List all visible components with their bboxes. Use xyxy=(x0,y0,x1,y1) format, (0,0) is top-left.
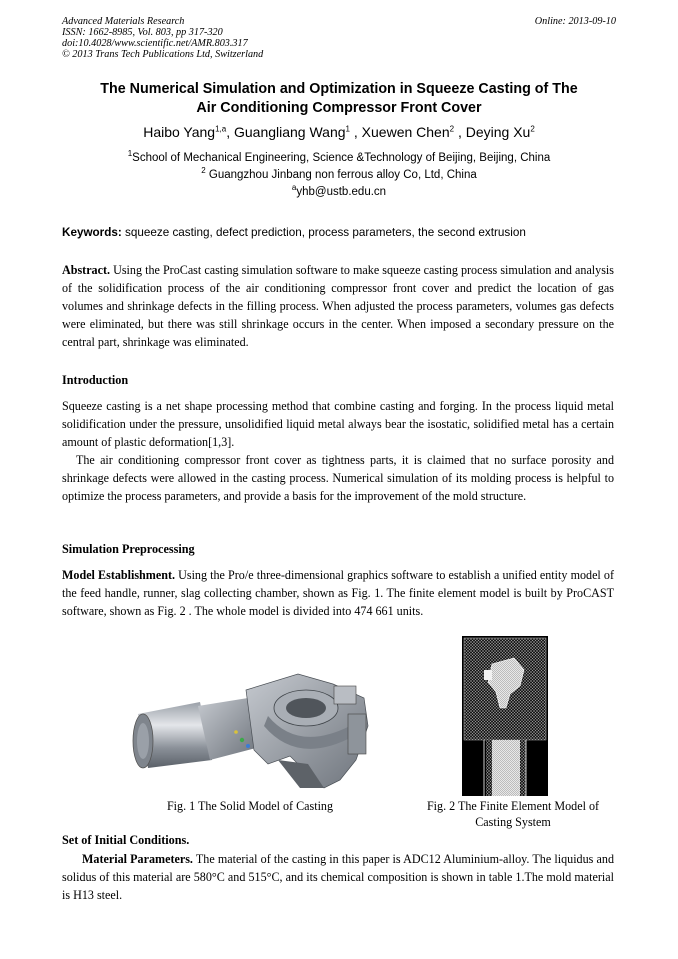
author-name: Haibo Yang xyxy=(143,124,216,140)
author-email: $^a$yhb@ustb.edu.cn xyxy=(291,183,387,198)
author-affil-sup: 1,a xyxy=(215,124,227,134)
copyright: © 2013 Trans Tech Publications Ltd, Switzerland xyxy=(62,49,264,60)
fig2-finite-element-mesh-image xyxy=(462,636,548,796)
journal-header xyxy=(62,16,362,60)
doi: doi:10.4028/www.scientific.net/AMR.803.317 xyxy=(62,38,248,49)
model-establishment xyxy=(62,566,614,620)
abstract-text: Using the ProCast casting simulation software to make squeeze casting process simulation and analysis of the solidification process of the air conditioning compressor front cover and predict the location of gas volumes and shrinkage defects in the filling process. When adjusted the process parameters, volumes gas defects were eliminated, but there was still shrinkage occurs in the center. When imposed a secondary pressure on the central part, shrinkage was eliminated. xyxy=(62,263,614,349)
affiliation-1: $^1$School of Mechanical Engineering, Science &Technology of Beijing, Beijing, China xyxy=(127,149,551,164)
keywords-text: squeeze casting, defect prediction, process parameters, the second extrusion xyxy=(121,226,526,239)
author-name: Deying Xu xyxy=(465,124,531,140)
fig2-caption: Fig. 2 The Finite Element Model of Casting System xyxy=(426,799,600,829)
intro-paragraph-1: Squeeze casting is a net shape processing method that combine casting and forging. In the process liquid metal solidification under the pressure, unsolidified liquid metal always bear the isostatic, solidified metal has a certain amount of plastic deformation[1,3]. xyxy=(62,399,614,449)
abstract-label: Abstract. xyxy=(62,263,111,277)
email-sup: a xyxy=(291,183,297,193)
material-parameters xyxy=(62,850,614,904)
introduction-body xyxy=(62,397,614,505)
author-affil-sup: 2 xyxy=(530,124,535,134)
section-heading-introduction: Introduction xyxy=(62,373,129,387)
journal-name: Advanced Materials Research xyxy=(62,16,185,27)
author-separator: , xyxy=(350,124,362,140)
online-date: Online: 2013-09-10 xyxy=(534,16,616,27)
author-separator: , xyxy=(226,124,234,140)
paper-title xyxy=(62,80,616,118)
keywords xyxy=(62,226,616,239)
author-separator: , xyxy=(454,124,466,140)
model-text: Using the Pro/e three-dimensional graphics software to establish a unified entity model of the feed handle, runner, slag collecting chamber, shown as Fig. 1. The finite element model is built by ProCAST software, shown as Fig. 2 . The whole model is divided into 474 661 units. xyxy=(62,568,614,618)
fig1-caption: Fig. 1 The Solid Model of Casting xyxy=(166,799,334,813)
affiliation-2-sup: 2 xyxy=(201,166,206,176)
section-heading-initial-conditions: Set of Initial Conditions. xyxy=(62,833,190,847)
affiliation-2: $^2$ Guangzhou Jinbang non ferrous alloy Co, Ltd, China xyxy=(201,166,477,181)
abstract xyxy=(62,261,614,351)
author-name: Xuewen Chen xyxy=(361,124,450,140)
affiliation-1-sup: 1 xyxy=(127,149,133,159)
material-label: Material Parameters. xyxy=(82,852,193,866)
intro-paragraph-2: The air conditioning compressor front cover as tightness parts, it is claimed that no surface porosity and shrinkage defects were allowed in the casting process. Numerical simulation of its molding process is helpful to optimize the process parameters, and provide a basis for the improvement of the mold structure. xyxy=(62,453,614,503)
title-line-2: Air Conditioning Compressor Front Cover xyxy=(196,100,482,116)
title-line-1: The Numerical Simulation and Optimization in Squeeze Casting of The xyxy=(100,81,578,97)
material-text: The material of the casting in this paper is ADC12 Aluminium-alloy. The liquidus and solidus of this material are 580°C and 515°C, and its chemical composition is shown in table 1.The mold material is H13 steel. xyxy=(62,852,614,902)
fig1-solid-model-image xyxy=(128,668,378,794)
author-affil-sup: 1 xyxy=(345,124,350,134)
author-name: Guangliang Wang xyxy=(233,124,346,140)
author-affil-sup: 2 xyxy=(449,124,455,134)
section-heading-simulation: Simulation Preprocessing xyxy=(62,542,195,556)
author-list xyxy=(62,124,616,140)
model-label: Model Establishment. xyxy=(62,568,175,582)
issn: ISSN: 1662-8985, Vol. 803, pp 317-320 xyxy=(62,27,223,38)
keywords-label: Keywords: xyxy=(62,226,122,239)
affiliations xyxy=(62,150,616,201)
